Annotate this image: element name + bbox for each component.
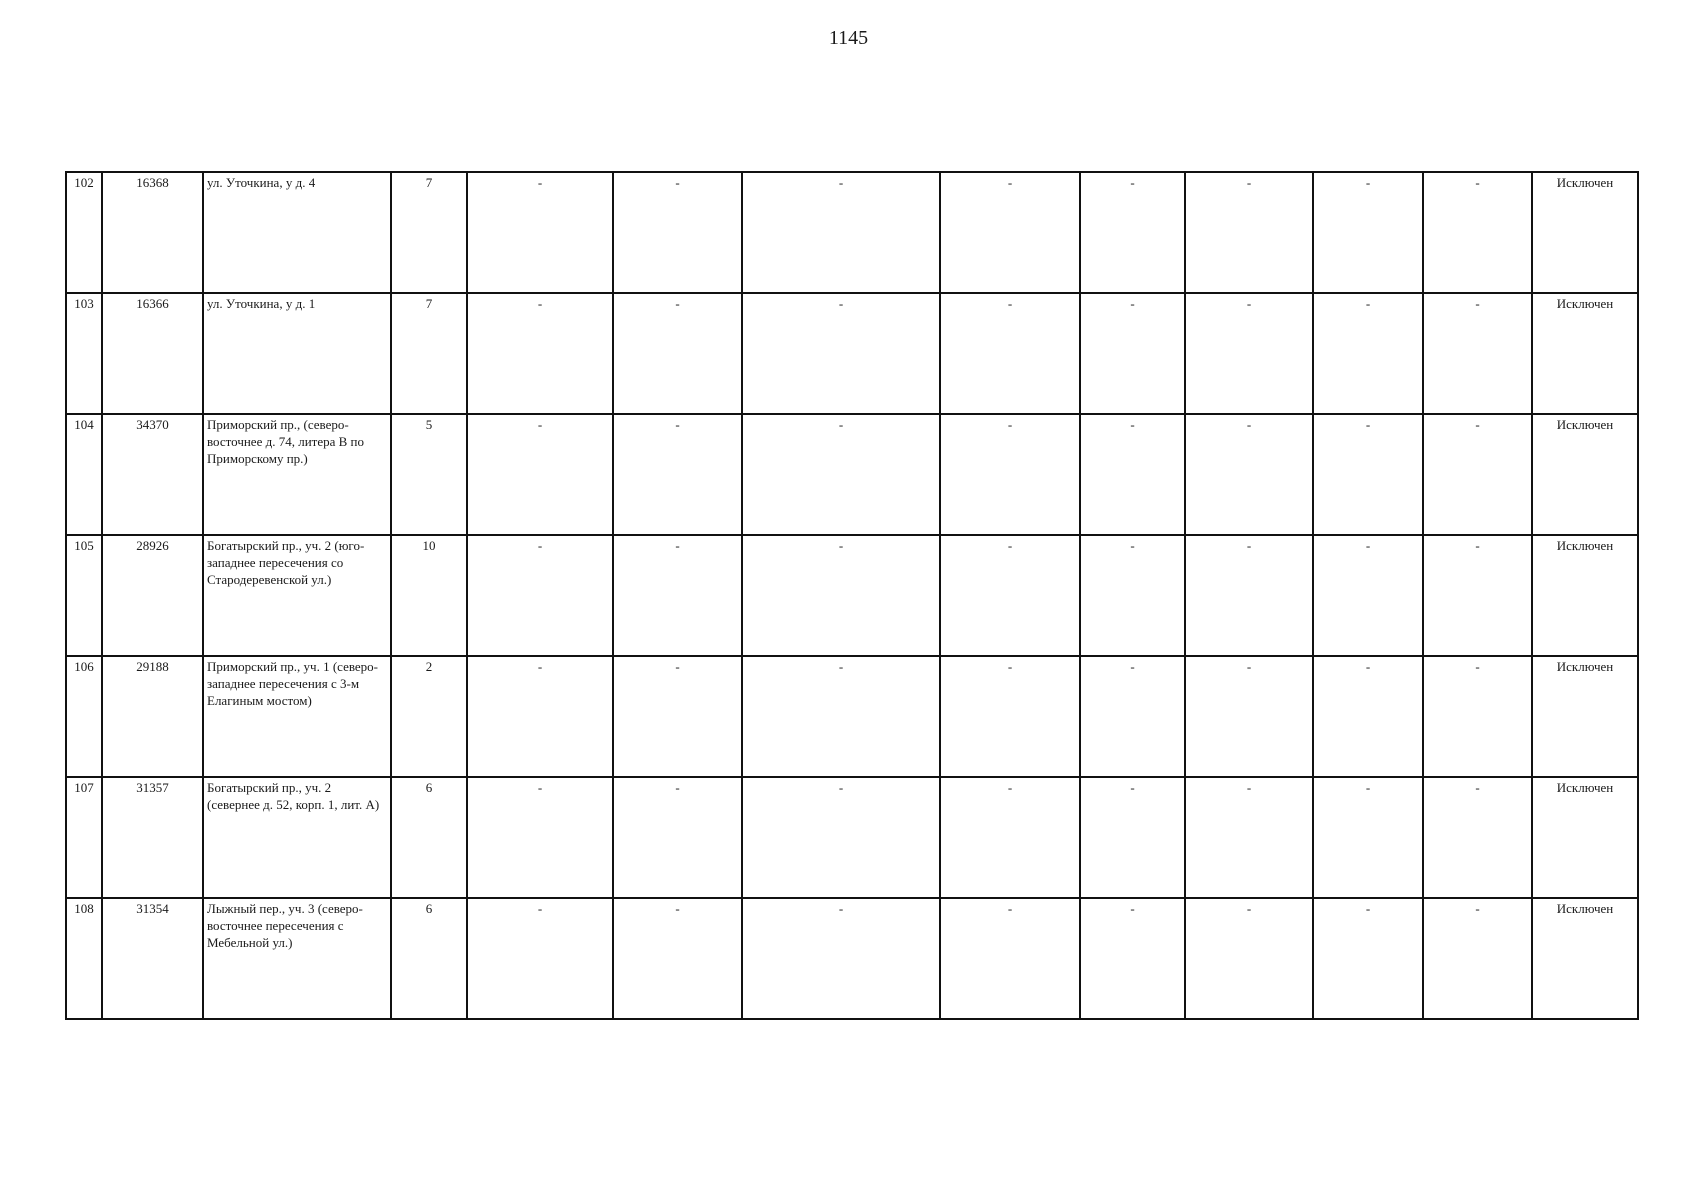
empty-value-cell: -	[940, 777, 1080, 898]
empty-value-cell: -	[613, 656, 742, 777]
object-id-cell: 29188	[102, 656, 203, 777]
status-cell: Исключен	[1532, 898, 1638, 1019]
empty-value-cell: -	[1423, 535, 1532, 656]
empty-value-cell: -	[613, 777, 742, 898]
address-cell: Приморский пр., (северо-восточнее д. 74, литера В по Приморскому пр.)	[203, 414, 391, 535]
row-number-cell: 105	[66, 535, 102, 656]
object-id-cell: 34370	[102, 414, 203, 535]
empty-value-cell: -	[1423, 293, 1532, 414]
object-id-cell: 16368	[102, 172, 203, 293]
empty-value-cell: -	[1185, 656, 1313, 777]
empty-value-cell: -	[742, 414, 940, 535]
empty-value-cell: -	[1080, 535, 1185, 656]
object-id-cell: 28926	[102, 535, 203, 656]
value-cell: 7	[391, 293, 467, 414]
value-cell: 10	[391, 535, 467, 656]
empty-value-cell: -	[467, 293, 613, 414]
empty-value-cell: -	[1423, 777, 1532, 898]
row-number-cell: 108	[66, 898, 102, 1019]
empty-value-cell: -	[613, 414, 742, 535]
empty-value-cell: -	[940, 293, 1080, 414]
empty-value-cell: -	[1080, 898, 1185, 1019]
address-cell: ул. Уточкина, у д. 1	[203, 293, 391, 414]
empty-value-cell: -	[940, 535, 1080, 656]
empty-value-cell: -	[467, 414, 613, 535]
empty-value-cell: -	[613, 172, 742, 293]
status-cell: Исключен	[1532, 656, 1638, 777]
address-cell: Богатырский пр., уч. 2 (юго-западнее пересечения со Стародеревенской ул.)	[203, 535, 391, 656]
empty-value-cell: -	[742, 172, 940, 293]
empty-value-cell: -	[1080, 414, 1185, 535]
value-cell: 2	[391, 656, 467, 777]
object-id-cell: 31357	[102, 777, 203, 898]
table-row	[66, 898, 1638, 1019]
empty-value-cell: -	[613, 293, 742, 414]
value-cell: 5	[391, 414, 467, 535]
empty-value-cell: -	[1423, 414, 1532, 535]
empty-value-cell: -	[1080, 172, 1185, 293]
address-cell: Лыжный пер., уч. 3 (северо-восточнее пересечения с Мебельной ул.)	[203, 898, 391, 1019]
empty-value-cell: -	[1185, 293, 1313, 414]
address-cell: Богатырский пр., уч. 2 (севернее д. 52, корп. 1, лит. А)	[203, 777, 391, 898]
status-cell: Исключен	[1532, 172, 1638, 293]
empty-value-cell: -	[1080, 777, 1185, 898]
empty-value-cell: -	[613, 898, 742, 1019]
empty-value-cell: -	[742, 898, 940, 1019]
empty-value-cell: -	[1423, 172, 1532, 293]
address-cell: ул. Уточкина, у д. 4	[203, 172, 391, 293]
empty-value-cell: -	[742, 777, 940, 898]
table-row	[66, 777, 1638, 898]
empty-value-cell: -	[613, 535, 742, 656]
table-row	[66, 414, 1638, 535]
row-number-cell: 104	[66, 414, 102, 535]
empty-value-cell: -	[1313, 172, 1423, 293]
empty-value-cell: -	[1185, 535, 1313, 656]
empty-value-cell: -	[467, 777, 613, 898]
address-cell: Приморский пр., уч. 1 (северо-западнее пересечения с 3-м Елагиным мостом)	[203, 656, 391, 777]
empty-value-cell: -	[1313, 293, 1423, 414]
table-row	[66, 535, 1638, 656]
page-number: 1145	[828, 27, 869, 49]
empty-value-cell: -	[742, 535, 940, 656]
empty-value-cell: -	[1423, 656, 1532, 777]
table-row	[66, 293, 1638, 414]
empty-value-cell: -	[1080, 656, 1185, 777]
empty-value-cell: -	[1313, 414, 1423, 535]
row-number-cell: 107	[66, 777, 102, 898]
registry-table	[65, 171, 1639, 1020]
row-number-cell: 102	[66, 172, 102, 293]
empty-value-cell: -	[1185, 414, 1313, 535]
empty-value-cell: -	[467, 898, 613, 1019]
empty-value-cell: -	[1185, 777, 1313, 898]
table-row	[66, 172, 1638, 293]
empty-value-cell: -	[467, 535, 613, 656]
empty-value-cell: -	[1185, 172, 1313, 293]
empty-value-cell: -	[940, 898, 1080, 1019]
empty-value-cell: -	[1423, 898, 1532, 1019]
empty-value-cell: -	[742, 656, 940, 777]
status-cell: Исключен	[1532, 535, 1638, 656]
empty-value-cell: -	[467, 172, 613, 293]
empty-value-cell: -	[1313, 535, 1423, 656]
value-cell: 7	[391, 172, 467, 293]
empty-value-cell: -	[1313, 777, 1423, 898]
value-cell: 6	[391, 898, 467, 1019]
value-cell: 6	[391, 777, 467, 898]
object-id-cell: 31354	[102, 898, 203, 1019]
row-number-cell: 103	[66, 293, 102, 414]
empty-value-cell: -	[1080, 293, 1185, 414]
empty-value-cell: -	[940, 414, 1080, 535]
empty-value-cell: -	[467, 656, 613, 777]
empty-value-cell: -	[742, 293, 940, 414]
status-cell: Исключен	[1532, 777, 1638, 898]
status-cell: Исключен	[1532, 293, 1638, 414]
empty-value-cell: -	[1313, 656, 1423, 777]
empty-value-cell: -	[1313, 898, 1423, 1019]
table-row	[66, 656, 1638, 777]
object-id-cell: 16366	[102, 293, 203, 414]
status-cell: Исключен	[1532, 414, 1638, 535]
row-number-cell: 106	[66, 656, 102, 777]
empty-value-cell: -	[940, 172, 1080, 293]
empty-value-cell: -	[1185, 898, 1313, 1019]
empty-value-cell: -	[940, 656, 1080, 777]
